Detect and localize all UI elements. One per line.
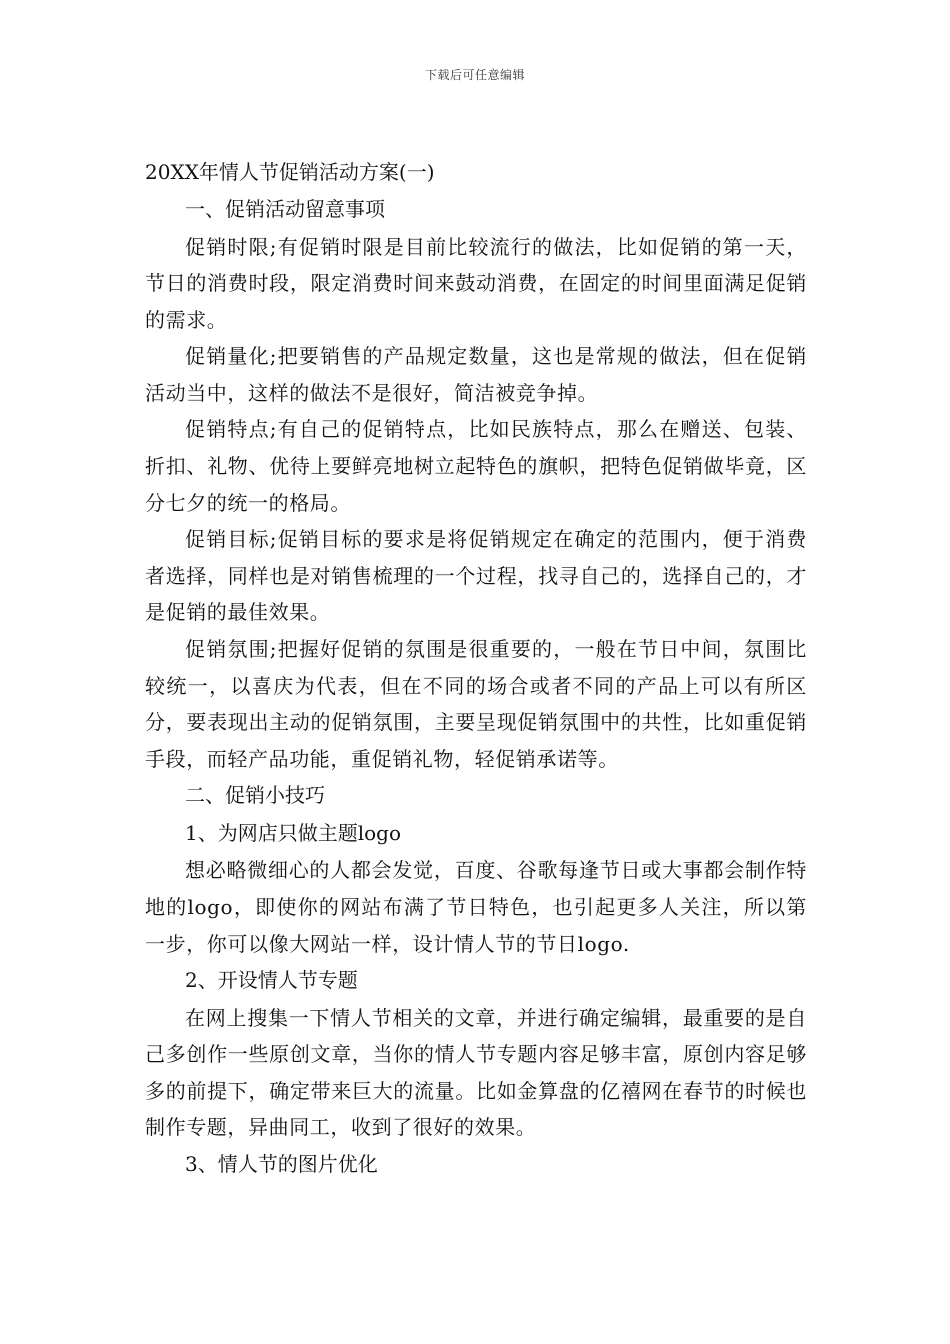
document-title: 20XX年情人节促销活动方案(一) (145, 160, 435, 184)
tip-heading-2: 2、开设情人节专题 (185, 968, 358, 993)
paragraph-promo-time-limit: 促销时限;有促销时限是目前比较流行的做法，比如促销的第一天，节日的消费时段，限定消费时间来鼓动消费，在固定的时间里面满足促销的需求。 (145, 234, 807, 332)
paragraph-promo-targets: 促销目标;促销目标的要求是将促销规定在确定的范围内，便于消费者选择，同样也是对销售梳理的一个过程，找寻自己的，选择自己的，才是促销的最佳效果。 (145, 527, 807, 625)
paragraph-promo-features: 促销特点;有自己的促销特点，比如民族特点，那么在赠送、包装、折扣、礼物、优待上要鲜亮地树立起特色的旗帜，把特色促销做毕竟，区分七夕的统一的格局。 (145, 417, 807, 515)
tip-paragraph-1: 想必略微细心的人都会发觉，百度、谷歌每逢节日或大事都会制作特地的logo，即使你的网站布满了节日特色，也引起更多人关注，所以第一步，你可以像大网站一样，设计情人节的节日logo. (145, 858, 807, 956)
page-header-note: 下载后可任意编辑 (424, 68, 525, 82)
tip-heading-1: 1、为网店只做主题logo (185, 820, 402, 845)
tip-heading-3: 3、情人节的图片优化 (185, 1152, 378, 1177)
section-heading-1: 一、促销活动留意事项 (185, 197, 385, 221)
paragraph-promo-quantity: 促销量化;把要销售的产品规定数量，这也是常规的做法，但在促销活动当中，这样的做法不是很好，简洁被竞争掉。 (145, 344, 807, 405)
tip-paragraph-2: 在网上搜集一下情人节相关的文章，并进行确定编辑，最重要的是自己多创作一些原创文章，当你的情人节专题内容足够丰富，原创内容足够多的前提下，确定带来巨大的流量。比如金算盘的亿禧网在春节的时候也制作专题，异曲同工，收到了很好的效果。 (145, 1005, 807, 1140)
section-heading-2: 二、促销小技巧 (185, 783, 325, 808)
document-body (145, 155, 807, 1184)
paragraph-promo-atmosphere: 促销氛围;把握好促销的氛围是很重要的，一般在节日中间，氛围比较统一，以喜庆为代表，但在不同的场合或者不同的产品上可以有所区分，要表现出主动的促销氛围，主要呈现促销氛围中的共性，比如重促销手段，而轻产品功能，重促销礼物，轻促销承诺等。 (145, 637, 807, 771)
